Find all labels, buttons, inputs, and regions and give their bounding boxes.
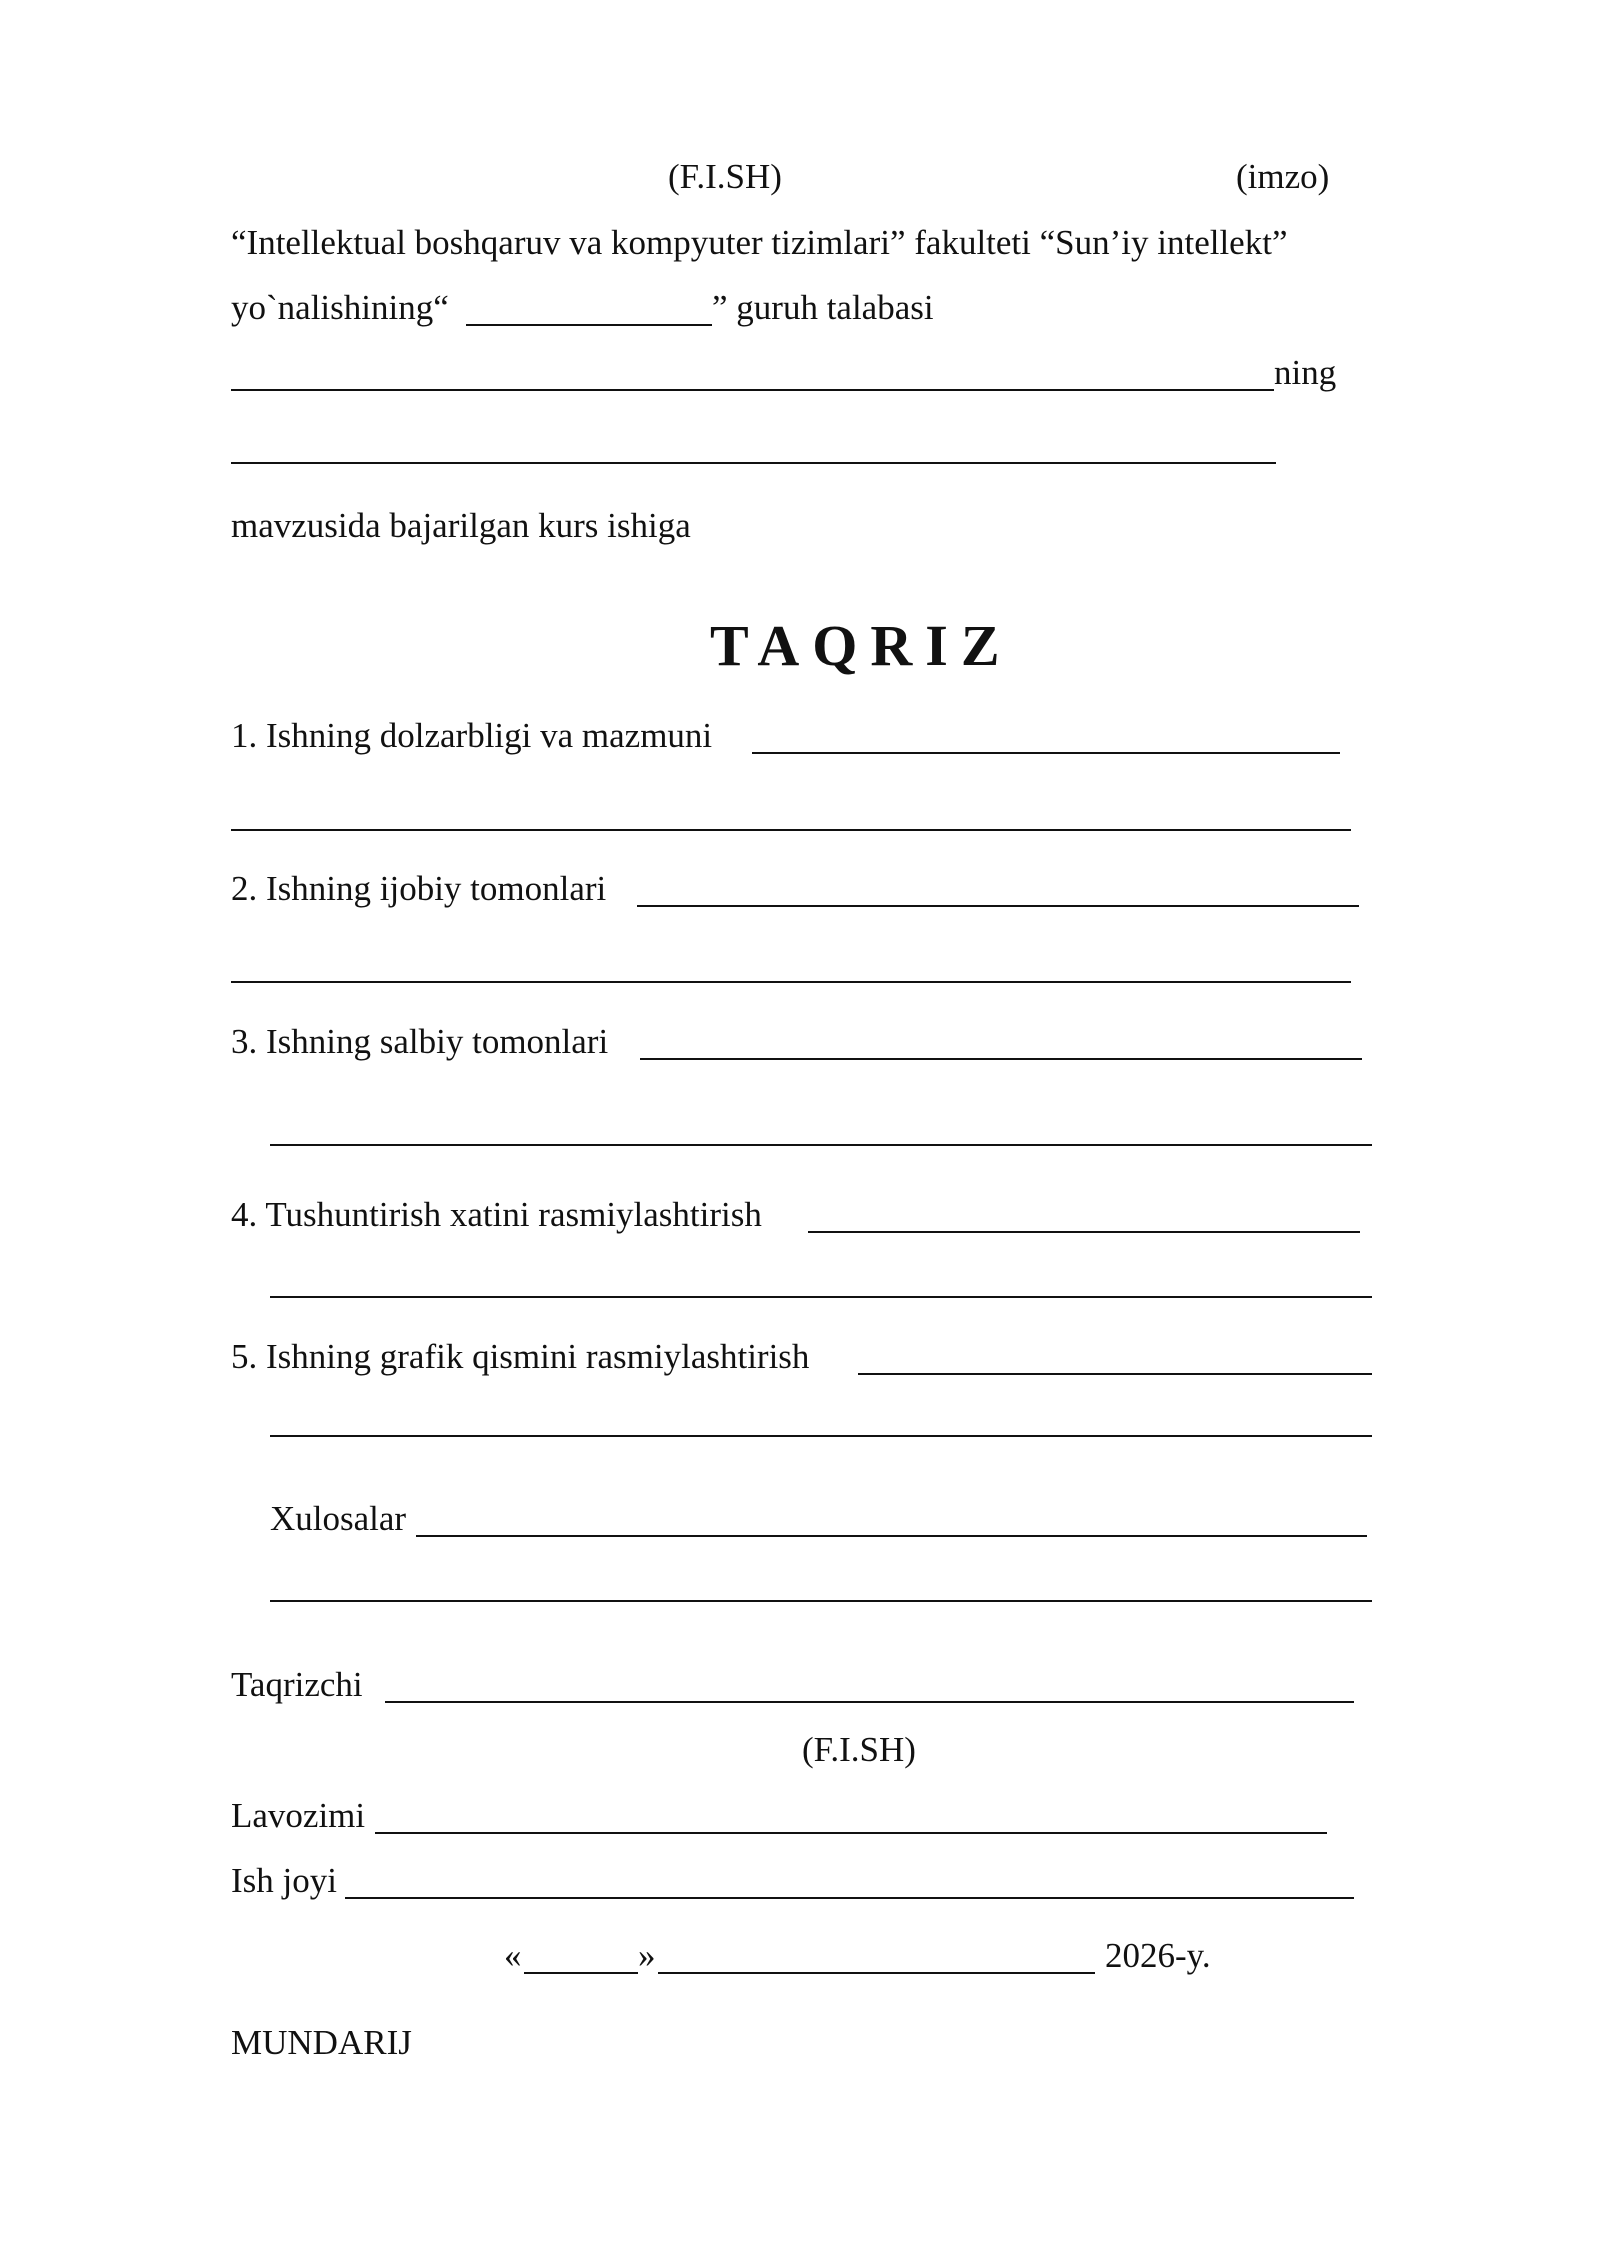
workplace-label: Ish joyi [231, 1861, 337, 1900]
topic-suffix-text: mavzusida bajarilgan kurs ishiga [231, 506, 691, 545]
imzo-caption: (imzo) [1236, 157, 1330, 196]
item-5-field[interactable] [858, 1373, 1372, 1375]
document-title: TAQRIZ [710, 613, 1013, 678]
item-2-label: 2. Ishning ijobiy tomonlari [231, 869, 607, 908]
reviewer-label: Taqrizchi [231, 1665, 363, 1704]
mundarij-heading: MUNDARIJ [231, 2023, 412, 2062]
direction-prefix: yo`nalishining“ [231, 288, 449, 327]
topic-field[interactable] [231, 462, 1276, 464]
date-open-quote: « [504, 1936, 522, 1975]
workplace-field[interactable] [345, 1897, 1354, 1899]
conclusions-field[interactable] [416, 1535, 1367, 1537]
date-month-field[interactable] [658, 1972, 1095, 1974]
conclusions-field-continued[interactable] [270, 1600, 1372, 1602]
item-4-field-continued[interactable] [270, 1296, 1372, 1298]
position-label: Lavozimi [231, 1796, 366, 1835]
group-student-label: ” guruh talabasi [712, 288, 934, 327]
item-3-field-continued[interactable] [270, 1144, 1372, 1146]
faculty-line: “Intellektual boshqaruv va kompyuter tizimlari” fakulteti “Sun’iy intellekt” [231, 223, 1288, 262]
ning-suffix: ning [1274, 353, 1337, 392]
fish-caption: (F.I.SH) [668, 157, 782, 196]
group-blank-field[interactable] [466, 324, 712, 326]
item-4-label: 4. Tushuntirish xatini rasmiylashtirish [231, 1195, 762, 1234]
item-1-field[interactable] [752, 752, 1340, 754]
reviewer-name-field[interactable] [385, 1701, 1354, 1703]
item-3-label: 3. Ishning salbiy tomonlari [231, 1022, 609, 1061]
item-2-field-continued[interactable] [231, 981, 1351, 983]
date-day-field[interactable] [524, 1972, 638, 1974]
student-name-field[interactable] [231, 389, 1274, 391]
reviewer-fish-caption: (F.I.SH) [802, 1730, 916, 1769]
item-4-field[interactable] [808, 1231, 1360, 1233]
item-3-field[interactable] [640, 1058, 1362, 1060]
item-5-label: 5. Ishning grafik qismini rasmiylashtirish [231, 1337, 810, 1376]
item-1-label: 1. Ishning dolzarbligi va mazmuni [231, 716, 713, 755]
item-2-field[interactable] [637, 905, 1359, 907]
conclusions-label: Xulosalar [270, 1499, 407, 1538]
item-1-field-continued[interactable] [231, 829, 1351, 831]
date-close-quote: » [638, 1936, 656, 1975]
position-field[interactable] [375, 1832, 1327, 1834]
item-5-field-continued[interactable] [270, 1435, 1372, 1437]
date-year: 2026-y. [1105, 1936, 1211, 1975]
